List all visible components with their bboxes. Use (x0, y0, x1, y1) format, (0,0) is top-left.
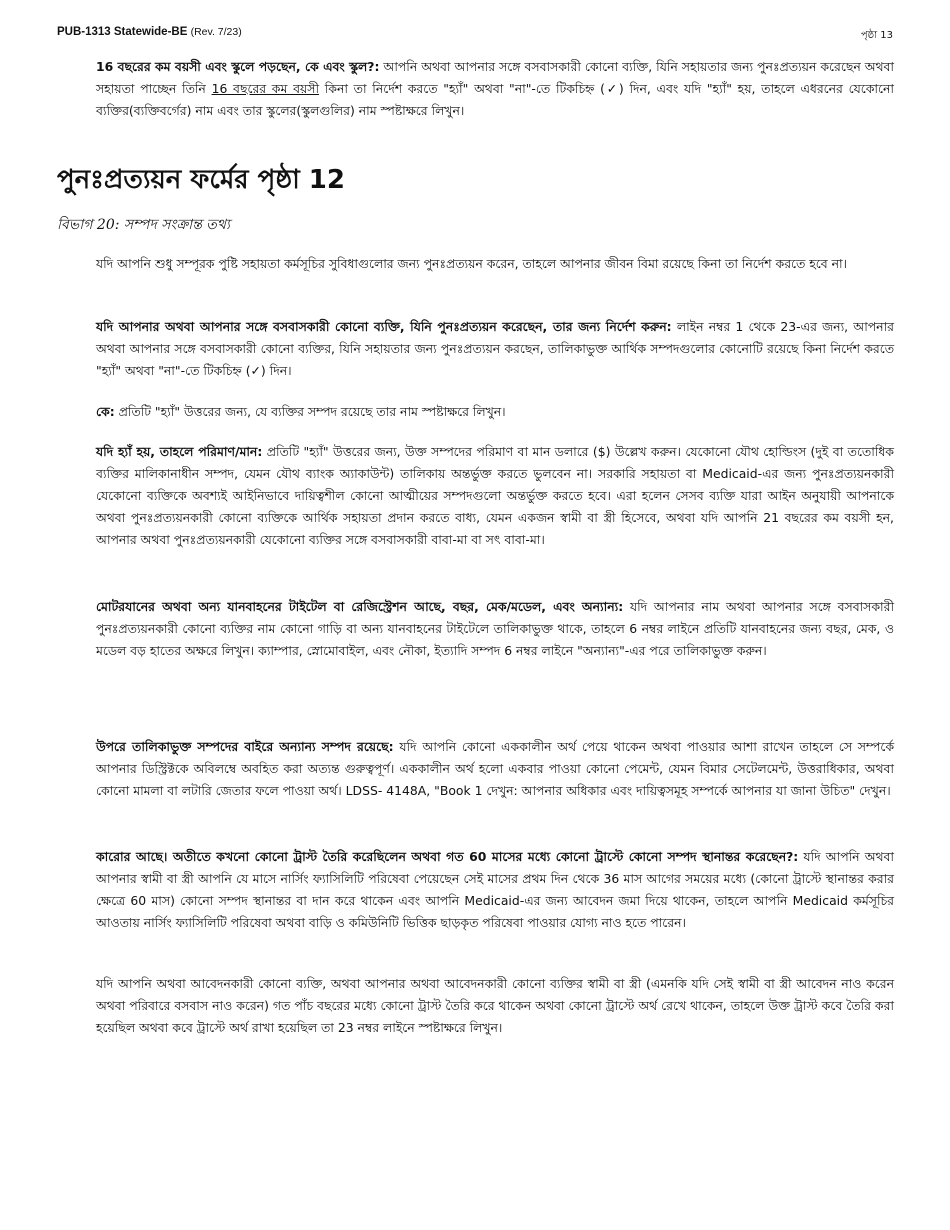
revision-date: (Rev. 7/23) (190, 26, 242, 38)
paragraph-heading: যদি হ্যাঁ হয়, তাহলে পরিমাণ/মান: (96, 444, 263, 459)
publication-id: PUB-1313 Statewide-BE (Rev. 7/23) (57, 26, 242, 38)
page-header (57, 26, 893, 46)
intro-heading: 16 বছরের কম বয়সী এবং স্কুলে পড়ছেন, কে এবং স্কুল?: (96, 59, 380, 74)
paragraph-heading: মোটরযানের অথবা অন্য যানবাহনের টাইটেল বা রেজিস্ট্রেশন আছে, বছর, মেক/মডেল, এবং অন্যান্য: (96, 599, 624, 614)
paragraph-other-assets: উপরে তালিকাভুক্ত সম্পদের বাইরে অন্যান্য সম্পদ রয়েছে: যদি আপনি কোনো এককালীন অর্থ পেয়ে থাকেন অথবা পাওয়ার আশা রাখেন তাহলে সে সম্পর্কে আপনার ডিস্ট্রিক্টকে অবিলম্বে অবহিত করা অত্যন্ত গুরুত্বপূর্ণ। এককালীন অর্থ হলো একবার পাওয়া কোনো পেমেন্ট, যেমন বিমার সেটেলমেন্ট, উত্তরাধিকার, অথবা কোনো মামলা বা লটারি জেতার ফলে পাওয়া অর্থ। LDSS- 4148A, "Book 1 দেখুন: আপনার অধিকার এবং দায়িত্বসমূহ সম্পর্কে আপনার যা জানা উচিত" দেখুন। (96, 739, 894, 798)
paragraph-life-insurance: যদি আপনি শুধু সম্পূরক পুষ্টি সহায়তা কর্মসূচির সুবিধাগুলোর জন্য পুনঃপ্রত্যয়ন করেন, তাহলে আপনার জীবন বিমা রয়েছে কিনা তা নির্দেশ করতে হবে না। (96, 256, 847, 271)
paragraph-heading: কে: (96, 404, 115, 419)
intro-paragraph: 16 বছরের কম বয়সী এবং স্কুলে পড়ছেন, কে এবং স্কুল?: আপনি অথবা আপনার সঙ্গে বসবাসকারী কোনো ব্যক্তি, যিনি সহায়তার জন্য পুনঃপ্রত্যয়ন করেছেন অথবা সহায়তা পাচ্ছেন তিনি 16 বছরের কম বয়সী কিনা তা নির্দেশ করতে "হ্যাঁ" অথবা "না"-তে টিকচিহ্ন (✓) দিন, এবং যদি "হ্যাঁ" হয়, তাহলে এধরনের যেকোনো ব্যক্তির(ব্যক্তিবর্গের) নাম এবং তার স্কুলের(স্কুলগুলির) নাম স্পষ্টাক্ষরে লিখুন। (96, 59, 894, 118)
paragraph-heading: উপরে তালিকাভুক্ত সম্পদের বাইরে অন্যান্য সম্পদ রয়েছে: (96, 739, 394, 754)
page-number: পৃষ্ঠা 13 (860, 30, 893, 41)
paragraph-heading: যদি আপনার অথবা আপনার সঙ্গে বসবাসকারী কোনো ব্যক্তি, যিনি পুনঃপ্রত্যয়ন করেছেন, তার জন্য নির্দেশ করুন: (96, 319, 672, 334)
paragraph-trust-transfer: কারোর আছে। অতীতে কখনো কোনো ট্রাস্ট তৈরি করেছিলেন অথবা গত 60 মাসের মধ্যে কোনো ট্রাস্টে কোনো সম্পদ স্থানান্তর করেছেন?: যদি আপনি অথবা আপনার স্বামী বা স্ত্রী আপনি যে মাসে নার্সিং ফ্যাসিলিটি পরিষেবা পেয়েছেন সেই মাসের প্রথম দিন থেকে 36 মাস আগের সময়ের মধ্যে (কোনো ট্রাস্টে স্থানান্তর করার ক্ষেত্রে 60 মাস) কোনো সম্পদ স্থানান্তর বা দান করে থাকেন এবং আপনি Medicaid-এর জন্য আবেদন জমা দিয়ে থাকেন, তাহলে আপনি Medicaid কর্মসূচির আওতায় নার্সিং ফ্যাসিলিটি পরিষেবা অথবা বাড়ি ও কমিউনিটি ভিত্তিক ছাড়কৃত পরিষেবা পাওয়ার যোগ্য নাও হতে পারেন। (96, 849, 894, 930)
paragraph-trust-date: যদি আপনি অথবা আবেদনকারী কোনো ব্যক্তি, অথবা আপনার অথবা আবেদনকারী কোনো ব্যক্তির স্বামী বা স্ত্রী (এমনকি যদি সেই স্বামী বা স্ত্রী আবেদন নাও করেন অথবা পরিবারে বসবাস নাও করেন) গত পাঁচ বছরের মধ্যে কোনো ট্রাস্ট তৈরি করে থাকেন অথবা কোনো ট্রাস্টে অর্থ রেখে থাকেন, তাহলে উক্ত ট্রাস্ট কবে তৈরি করা হয়েছিল অথবা কবে ট্রাস্টে অর্থ রাখা হয়েছিল তা 23 নম্বর লাইনে স্পষ্টাক্ষরে লিখুন। (96, 976, 894, 1035)
paragraph-heading: কারোর আছে। অতীতে কখনো কোনো ট্রাস্ট তৈরি করেছিলেন অথবা গত 60 মাসের মধ্যে কোনো ট্রাস্টে কোনো সম্পদ স্থানান্তর করেছেন?: (96, 849, 799, 864)
section-subtitle: বিভাগ 20: সম্পদ সংক্রান্ত তথ্য (57, 217, 230, 233)
underlined-phrase: 16 বছরের কম বয়সী (211, 81, 319, 96)
paragraph-vehicles: মোটরযানের অথবা অন্য যানবাহনের টাইটেল বা রেজিস্ট্রেশন আছে, বছর, মেক/মডেল, এবং অন্যান্য: যদি আপনার নাম অথবা আপনার সঙ্গে বসবাসকারী পুনঃপ্রত্যয়নকারী কোনো ব্যক্তির নাম কোনো গাড়ি বা অন্য যানবাহনের টাইটেলে তালিকাভুক্ত থাকে, তাহলে 6 নম্বর লাইনে প্রতিটি যানবাহনের জন্য বছর, মেক, ও মডেল বড় হাতের অক্ষরে লিখুন। ক্যাম্পার, স্নোমোবাইল, এবং নৌকা, ইত্যাদি সম্পদ 6 নম্বর লাইনে "অন্যান্য"-এর পরে তালিকাভুক্ত করুন। (96, 599, 894, 658)
paragraph-who: কে: প্রতিটি "হ্যাঁ" উত্তরের জন্য, যে ব্যক্তির সম্পদ রয়েছে তার নাম স্পষ্টাক্ষরে লিখুন। (96, 404, 506, 419)
paragraph-amount-value: যদি হ্যাঁ হয়, তাহলে পরিমাণ/মান: প্রতিটি "হ্যাঁ" উত্তরের জন্য, উক্ত সম্পদের পরিমাণ বা মান ডলারে ($) উল্লেখ করুন। যেকোনো যৌথ হোল্ডিংস (দুই বা ততোধিক ব্যক্তির মালিকানাধীন সম্পদ, যেমন যৌথ ব্যাংক অ্যাকাউন্ট) তালিকায় অন্তর্ভুক্ত করতে ভুলবেন না। সরকারি সহায়তা বা Medicaid-এর জন্য পুনঃপ্রত্যয়নকারী যেকোনো ব্যক্তিকে অবশ্যই আইনিভাবে দায়িত্বশীল কোনো আত্মীয়ের সম্পদগুলো অন্তর্ভুক্ত করতে হবে। এরা হলেন সেসব ব্যক্তি যারা আইন অনুযায়ী আপনাকে অথবা পুনঃপ্রত্যয়নকারী কোনো ব্যক্তিকে আর্থিক সহায়তা প্রদান করতে বাধ্য, যেমন একজন স্বামী বা স্ত্রী হিসেবে, অথবা যদি আপনি 21 বছরের কম বয়সী হন, আপনার অথবা পুনঃপ্রত্যয়নকারী যেকোনো ব্যক্তির সঙ্গে বসবাসকারী বাবা-মা বা সৎ বাবা-মা। (96, 444, 894, 547)
section-title: পুনঃপ্রত্যয়ন ফর্মের পৃষ্ঠা 12 (57, 165, 345, 195)
paragraph-indicate-assets: যদি আপনার অথবা আপনার সঙ্গে বসবাসকারী কোনো ব্যক্তি, যিনি পুনঃপ্রত্যয়ন করেছেন, তার জন্য নির্দেশ করুন: লাইন নম্বর 1 থেকে 23-এর জন্য, আপনার অথবা আপনার সঙ্গে বসবাসকারী কোনো ব্যক্তির, যিনি সহায়তার জন্য পুনঃপ্রত্যয়ন করছেন, তালিকাভুক্ত আর্থিক সম্পদগুলোর কোনোটি রয়েছে কিনা নির্দেশ করতে "হ্যাঁ" অথবা "না"-তে টিকচিহ্ন (✓) দিন। (96, 319, 894, 378)
